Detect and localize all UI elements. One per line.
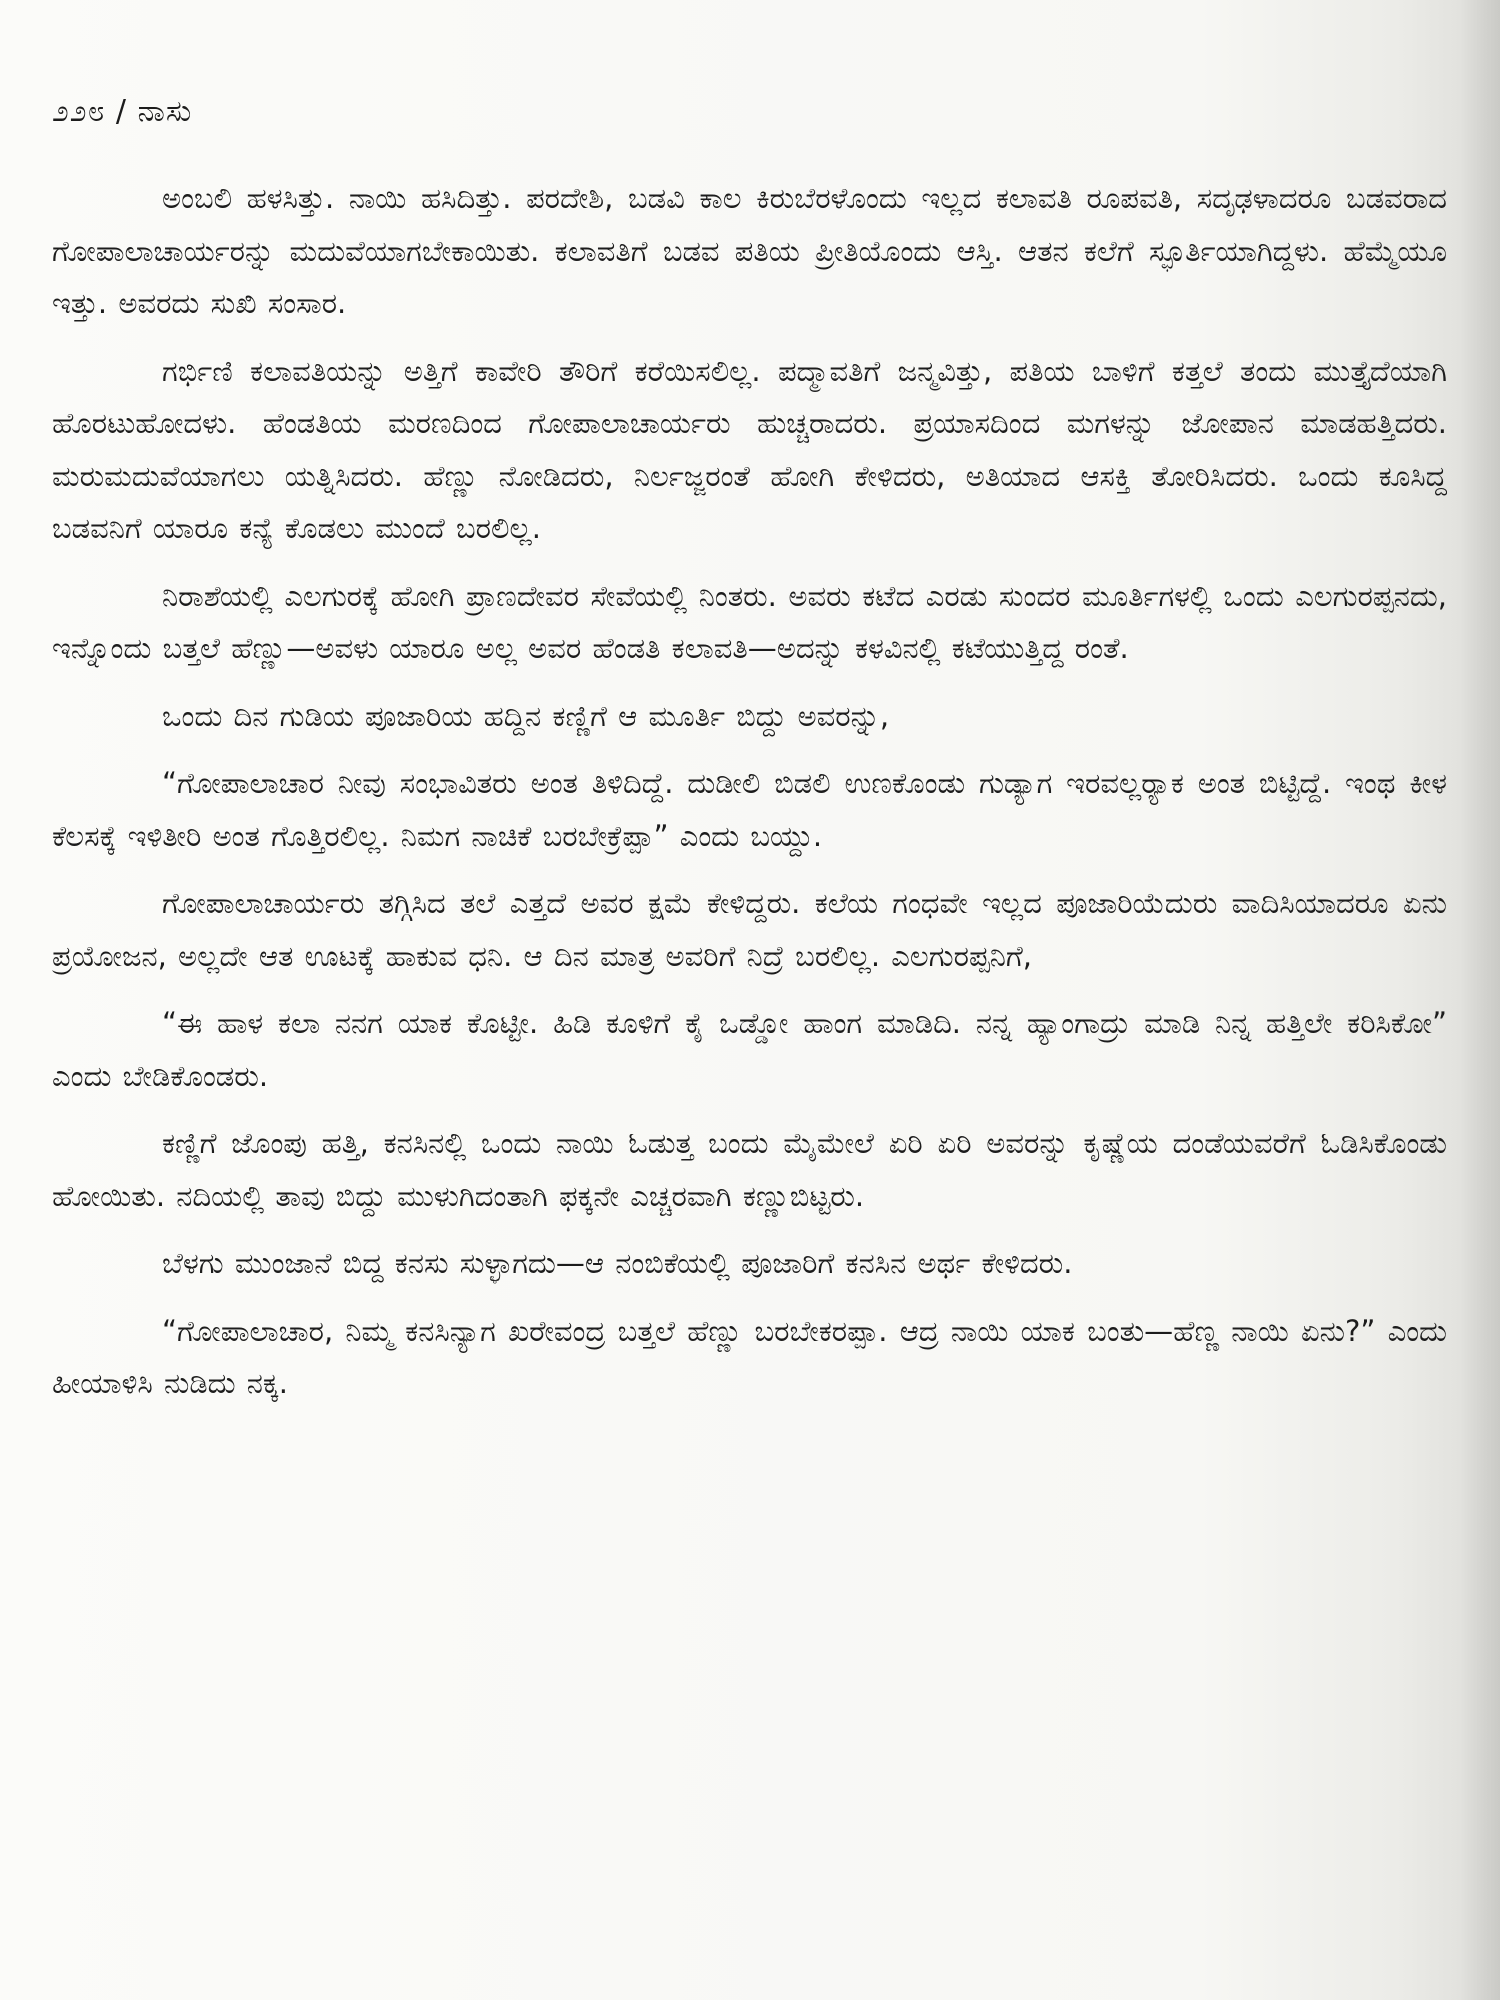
paragraph-5: “ಗೋಪಾಲಾಚಾರ ನೀವು ಸಂಭಾವಿತರು ಅಂತ ತಿಳಿದಿದ್ದೆ. ದುಡೀಲಿ ಬಿಡಲಿ ಉಣಕೊಂಡು ಗುಡ್ಯಾಗ ಇರವಲ್ಲರ‍್ಯಾಕ ಅಂತ ಬಿಟ್ಟಿದ್ದೆ. ಇಂಥ ಕೀಳ ಕೆಲಸಕ್ಕೆ ಇಳಿತೀರಿ ಅಂತ ಗೊತ್ತಿರಲಿಲ್ಲ. ನಿಮಗ ನಾಚಿಕೆ ಬರಬೇಕ್ರೆಪ್ಪಾ” ಎಂದು ಬಯ್ದು. bbox=[52, 766, 1447, 853]
paragraph-2: ಗರ್ಭಿಣಿ ಕಲಾವತಿಯನ್ನು ಅತ್ತಿಗೆ ಕಾವೇರಿ ತೌರಿಗೆ ಕರೆಯಿಸಲಿಲ್ಲ. ಪದ್ಮಾವತಿಗೆ ಜನ್ಮವಿತ್ತು, ಪತಿಯ ಬಾಳಿಗೆ ಕತ್ತಲೆ ತಂದು ಮುತ್ತೈದೆಯಾಗಿ ಹೊರಟುಹೋದಳು. ಹೆಂಡತಿಯ ಮರಣದಿಂದ ಗೋಪಾಲಾಚಾರ್ಯರು ಹುಚ್ಚರಾದರು. ಪ್ರಯಾಸದಿಂದ ಮಗಳನ್ನು ಜೋಪಾನ ಮಾಡಹತ್ತಿದರು. ಮರುಮದುವೆಯಾಗಲು ಯತ್ನಿಸಿದರು. ಹೆಣ್ಣು ನೋಡಿದರು, ನಿರ್ಲಜ್ಜರಂತೆ ಹೋಗಿ ಕೇಳಿದರು, ಅತಿಯಾದ ಆಸಕ್ತಿ ತೋರಿಸಿದರು. ಒಂದು ಕೂಸಿದ್ದ ಬಡವನಿಗೆ ಯಾರೂ ಕನ್ಯೆ ಕೊಡಲು ಮುಂದೆ ಬರಲಿಲ್ಲ. bbox=[52, 353, 1447, 545]
paragraph-4: ಒಂದು ದಿನ ಗುಡಿಯ ಪೂಜಾರಿಯ ಹದ್ದಿನ ಕಣ್ಣಿಗೆ ಆ ಮೂರ್ತಿ ಬಿದ್ದು ಅವರನ್ನು, bbox=[162, 698, 890, 733]
book-page bbox=[52, 90, 1447, 1980]
paragraph-7: “ಈ ಹಾಳ ಕಲಾ ನನಗ ಯಾಕ ಕೊಟ್ಟೀ. ಹಿಡಿ ಕೂಳಿಗೆ ಕೈ ಒಡ್ಡೋ ಹಾಂಗ ಮಾಡಿದಿ. ನನ್ನ ಹ್ಯಾಂಗಾದ್ರು ಮಾಡಿ ನಿನ್ನ ಹತ್ತಿಲೇ ಕರಿಸಿಕೋ” ಎಂದು ಬೇಡಿಕೊಂಡರು. bbox=[52, 1006, 1447, 1093]
paragraph-8: ಕಣ್ಣಿಗೆ ಜೊಂಪು ಹತ್ತಿ, ಕನಸಿನಲ್ಲಿ ಒಂದು ನಾಯಿ ಓಡುತ್ತ ಬಂದು ಮೈಮೇಲೆ ಏರಿ ಏರಿ ಅವರನ್ನು ಕೃಷ್ಣೆಯ ದಂಡೆಯವರೆಗೆ ಓಡಿಸಿಕೊಂಡು ಹೋಯಿತು. ನದಿಯಲ್ಲಿ ತಾವು ಬಿದ್ದು ಮುಳುಗಿದಂತಾಗಿ ಫಕ್ಕನೇ ಎಚ್ಚರವಾಗಿ ಕಣ್ಣುಬಿಟ್ಟರು. bbox=[52, 1126, 1447, 1213]
paragraph-6: ಗೋಪಾಲಾಚಾರ್ಯರು ತಗ್ಗಿಸಿದ ತಲೆ ಎತ್ತದೆ ಅವರ ಕ್ಷಮೆ ಕೇಳಿದ್ದರು. ಕಲೆಯ ಗಂಧವೇ ಇಲ್ಲದ ಪೂಜಾರಿಯೆದುರು ವಾದಿಸಿಯಾದರೂ ಏನು ಪ್ರಯೋಜನ, ಅಲ್ಲದೇ ಆತ ಊಟಕ್ಕೆ ಹಾಕುವ ಧನಿ. ಆ ದಿನ ಮಾತ್ರ ಅವರಿಗೆ ನಿದ್ರೆ ಬರಲಿಲ್ಲ. ಎಲಗುರಪ್ಪನಿಗೆ, bbox=[52, 886, 1447, 973]
paragraph-9: ಬೆಳಗು ಮುಂಜಾನೆ ಬಿದ್ದ ಕನಸು ಸುಳ್ಳಾಗದು—ಆ ನಂಬಿಕೆಯಲ್ಲಿ ಪೂಜಾರಿಗೆ ಕನಸಿನ ಅರ್ಥ ಕೇಳಿದರು. bbox=[162, 1246, 1073, 1280]
page-edge-shadow bbox=[1460, 0, 1500, 2000]
paragraph-10: “ಗೋಪಾಲಾಚಾರ, ನಿಮ್ಮ ಕನಸಿನ್ಯಾಗ ಖರೇವಂದ್ರ ಬತ್ತಲೆ ಹೆಣ್ಣು ಬರಬೇಕರಪ್ಪಾ. ಆದ್ರ ನಾಯಿ ಯಾಕ ಬಂತು—ಹೆಣ್ಣ ನಾಯಿ ಏನು?” ಎಂದು ಹೀಯಾಳಿಸಿ ನುಡಿದು ನಕ್ಕ. bbox=[52, 1313, 1447, 1400]
paragraph-1: ಅಂಬಲಿ ಹಳಸಿತ್ತು. ನಾಯಿ ಹಸಿದಿತ್ತು. ಪರದೇಶಿ, ಬಡವಿ ಕಾಲ ಕಿರುಬೆರಳೊಂದು ಇಲ್ಲದ ಕಲಾವತಿ ರೂಪವತಿ, ಸದೃಢಳಾದರೂ ಬಡವರಾದ ಗೋಪಾಲಾಚಾರ್ಯರನ್ನು ಮದುವೆಯಾಗಬೇಕಾಯಿತು. ಕಲಾವತಿಗೆ ಬಡವ ಪತಿಯ ಪ್ರೀತಿಯೊಂದು ಆಸ್ತಿ. ಆತನ ಕಲೆಗೆ ಸ್ಫೂರ್ತಿಯಾಗಿದ್ದಳು. ಹೆಮ್ಮೆಯೂ ಇತ್ತು. ಅವರದು ಸುಖಿ ಸಂಸಾರ. bbox=[52, 181, 1447, 320]
paragraph-3: ನಿರಾಶೆಯಲ್ಲಿ ಎಲಗುರಕ್ಕೆ ಹೋಗಿ ಪ್ರಾಣದೇವರ ಸೇವೆಯಲ್ಲಿ ನಿಂತರು. ಅವರು ಕಟೆದ ಎರಡು ಸುಂದರ ಮೂರ್ತಿಗಳಲ್ಲಿ ಒಂದು ಎಲಗುರಪ್ಪನದು, ಇನ್ನೊಂದು ಬತ್ತಲೆ ಹೆಣ್ಣು—ಅವಳು ಯಾರೂ ಅಲ್ಲ ಅವರ ಹೆಂಡತಿ ಕಲಾವತಿ—ಅದನ್ನು ಕಳವಿನಲ್ಲಿ ಕಟೆಯುತ್ತಿದ್ದ ರಂತೆ. bbox=[52, 578, 1447, 665]
page-header: ೨೨೮ / ನಾಸು bbox=[52, 94, 193, 129]
